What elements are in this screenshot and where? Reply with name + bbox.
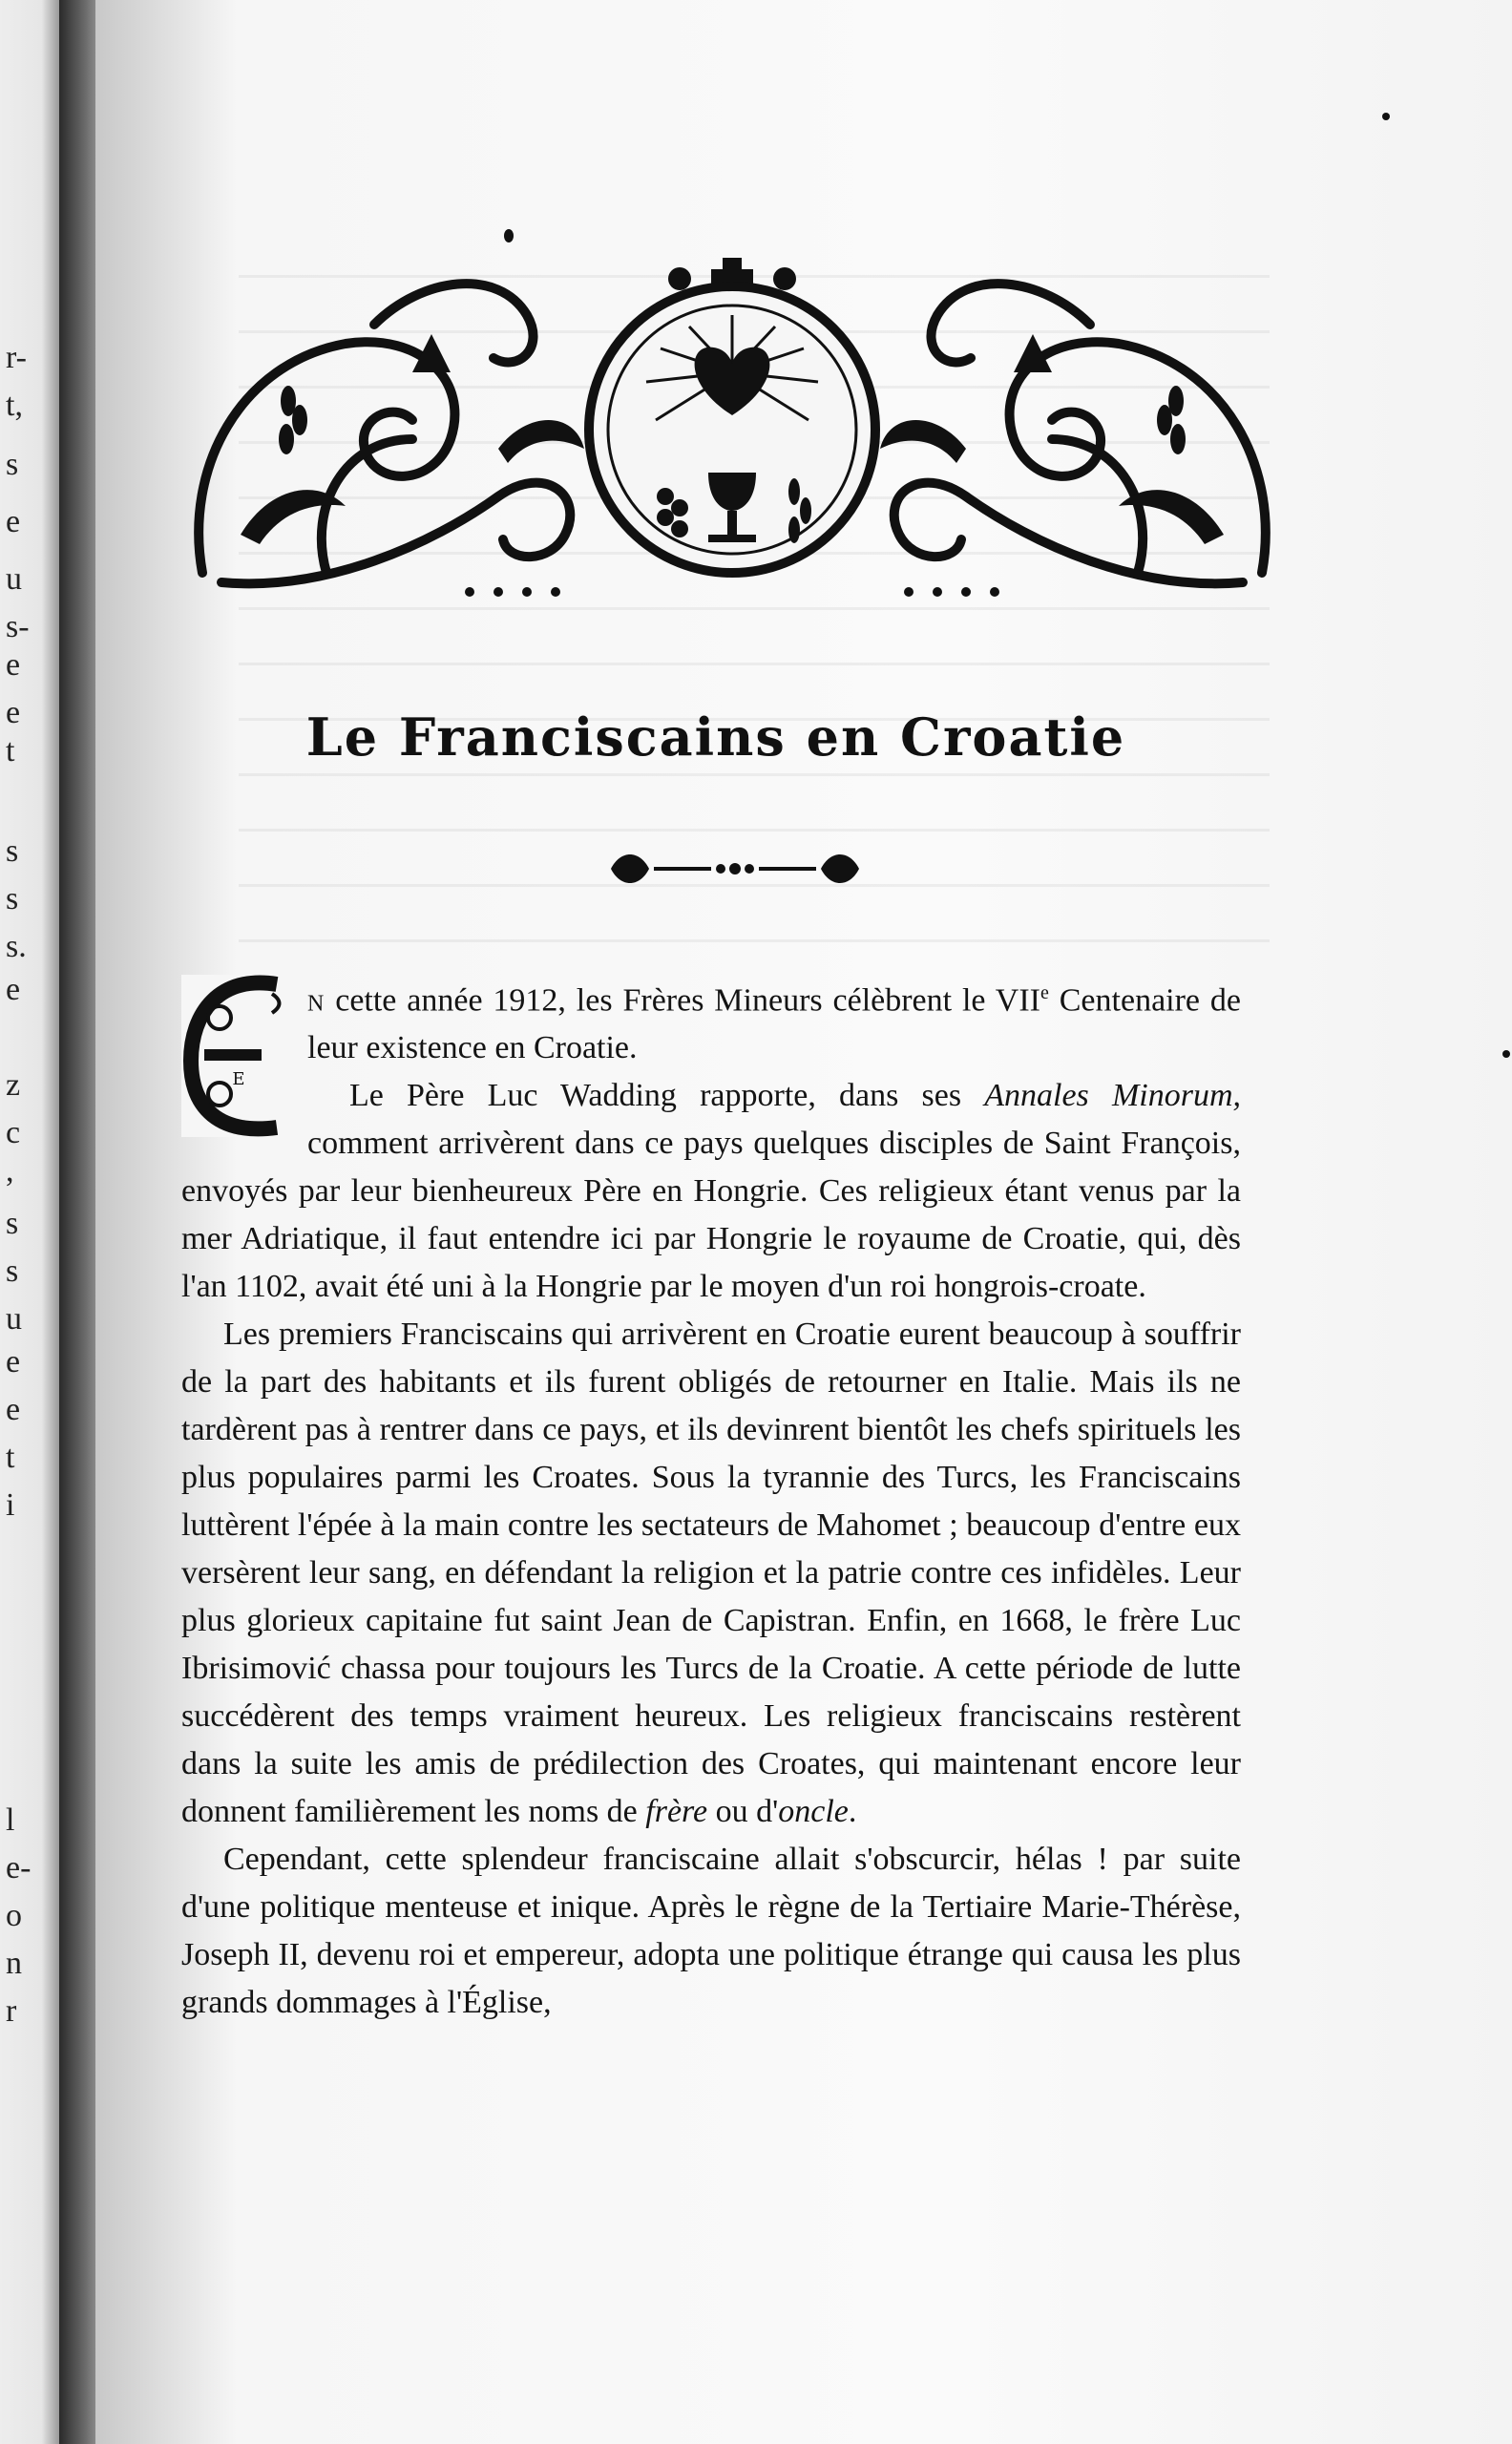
ink-speck — [504, 229, 514, 242]
page-title: Le Franciscains en Croatie — [305, 706, 1126, 768]
first-word: n — [307, 982, 326, 1019]
margin-fragment: e — [6, 1344, 21, 1380]
article-body — [181, 969, 1241, 2027]
margin-fragment: s — [6, 1206, 19, 1241]
margin-fragment: l — [6, 1802, 15, 1838]
margin-fragment: e — [6, 1392, 21, 1427]
margin-fragment: e — [6, 695, 21, 730]
illuminated-initial — [181, 975, 294, 1137]
italic-word: oncle — [778, 1794, 849, 1830]
margin-fragment: i — [6, 1487, 15, 1523]
margin-fragment: s — [6, 833, 19, 869]
margin-fragment: s- — [6, 609, 30, 644]
margin-fragment: , — [6, 1153, 14, 1189]
margin-fragment: s. — [6, 929, 27, 964]
margin-fragment: t — [6, 1440, 15, 1475]
paragraph-text: ou d' — [707, 1794, 779, 1830]
paragraph-text: Centenaire de leur existence en Croatie. — [307, 982, 1241, 1066]
margin-fragment: s — [6, 1254, 19, 1289]
title-ornament — [601, 840, 869, 897]
superscript: e — [1040, 982, 1049, 1003]
ink-speck — [1382, 113, 1390, 120]
margin-fragment: z — [6, 1067, 21, 1103]
margin-fragment: e — [6, 504, 21, 539]
margin-fragment: u — [6, 561, 22, 597]
adjacent-page-strip — [0, 0, 59, 2444]
margin-fragment: c — [6, 1115, 21, 1150]
paragraph-text: comment arrivèrent dans ce pays quelques disciples de Saint François, envoyés par leur bienheureux Père en Hongrie. Ces religieux étant venus par la mer Adriatique, il faut entendre ici par Hongrie le royaume de Croatie, qui, dès l'an 1102, avait été uni à la Hongrie par le moyen d'un roi hongrois-croate. — [181, 1126, 1241, 1305]
paragraph-text: Le Père Luc Wadding rapporte, dans ses — [349, 1078, 985, 1114]
margin-fragment: e- — [6, 1850, 32, 1886]
margin-fragment: s — [6, 881, 19, 916]
paragraph-text: cette année 1912, les Frères Mineurs célèbrent le VII — [325, 982, 1040, 1019]
margin-fragment: n — [6, 1946, 22, 1981]
margin-fragment: t, — [6, 388, 23, 423]
margin-fragment: r- — [6, 340, 27, 375]
italic-title: Annales Minorum, — [984, 1078, 1241, 1114]
paragraph-text: Les premiers Franciscains qui arrivèrent en Croatie eurent beaucoup à souffrir de la part des habitants et ils furent obligés de retourner en Italie. Mais ils ne tardèrent pas à rentrer dans ce pays, et ils devinrent bientôt les chefs spirituels les plus populaires parmi les Croates. Sous la tyrannie des Turcs, les Franciscains luttèrent l'épée à la main contre les sectateurs de Mahomet ; beaucoup d'entre eux versèrent leur sang, en défendant la religion et la patrie contre ces infidèles. Leur plus glorieux capitaine fut saint Jean de Capistran. Enfin, en 1668, le frère Luc Ibrisimović chassa pour toujours les Turcs de la Croatie. A cette période de lutte succédèrent des temps vraiment heureux. Les religieux franciscains restèrent dans la suite les amis de prédilection des Croates, qui maintenant encore leur donnent familièrement les noms de — [181, 1317, 1241, 1830]
paragraph-text: . — [848, 1794, 857, 1830]
margin-fragment: o — [6, 1898, 22, 1933]
paragraph-2 — [181, 1072, 1241, 1311]
margin-fragment: e — [6, 972, 21, 1007]
ink-speck — [1502, 1050, 1510, 1058]
margin-fragment: t — [6, 733, 15, 769]
paragraph-1 — [181, 969, 1241, 1089]
margin-fragment: e — [6, 647, 21, 683]
decorative-headpiece — [183, 258, 1281, 601]
dropcap-letter: E — [232, 1069, 245, 1089]
paragraph-3 — [181, 1311, 1241, 1836]
margin-fragment: r — [6, 1993, 17, 2029]
margin-fragment: s — [6, 447, 19, 482]
margin-fragment: u — [6, 1301, 22, 1337]
paragraph-text: Cependant, cette splendeur franciscaine allait s'obscurcir, hélas ! par suite d'une politique menteuse et inique. Après le règne de la Tertiaire Marie-Thérèse, Joseph II, devenu roi et empereur, adopta une politique étrange qui causa les plus grands dommages à l'Église, — [181, 1842, 1241, 2021]
italic-word: frère — [645, 1794, 708, 1830]
paragraph-4 — [181, 1836, 1241, 2027]
